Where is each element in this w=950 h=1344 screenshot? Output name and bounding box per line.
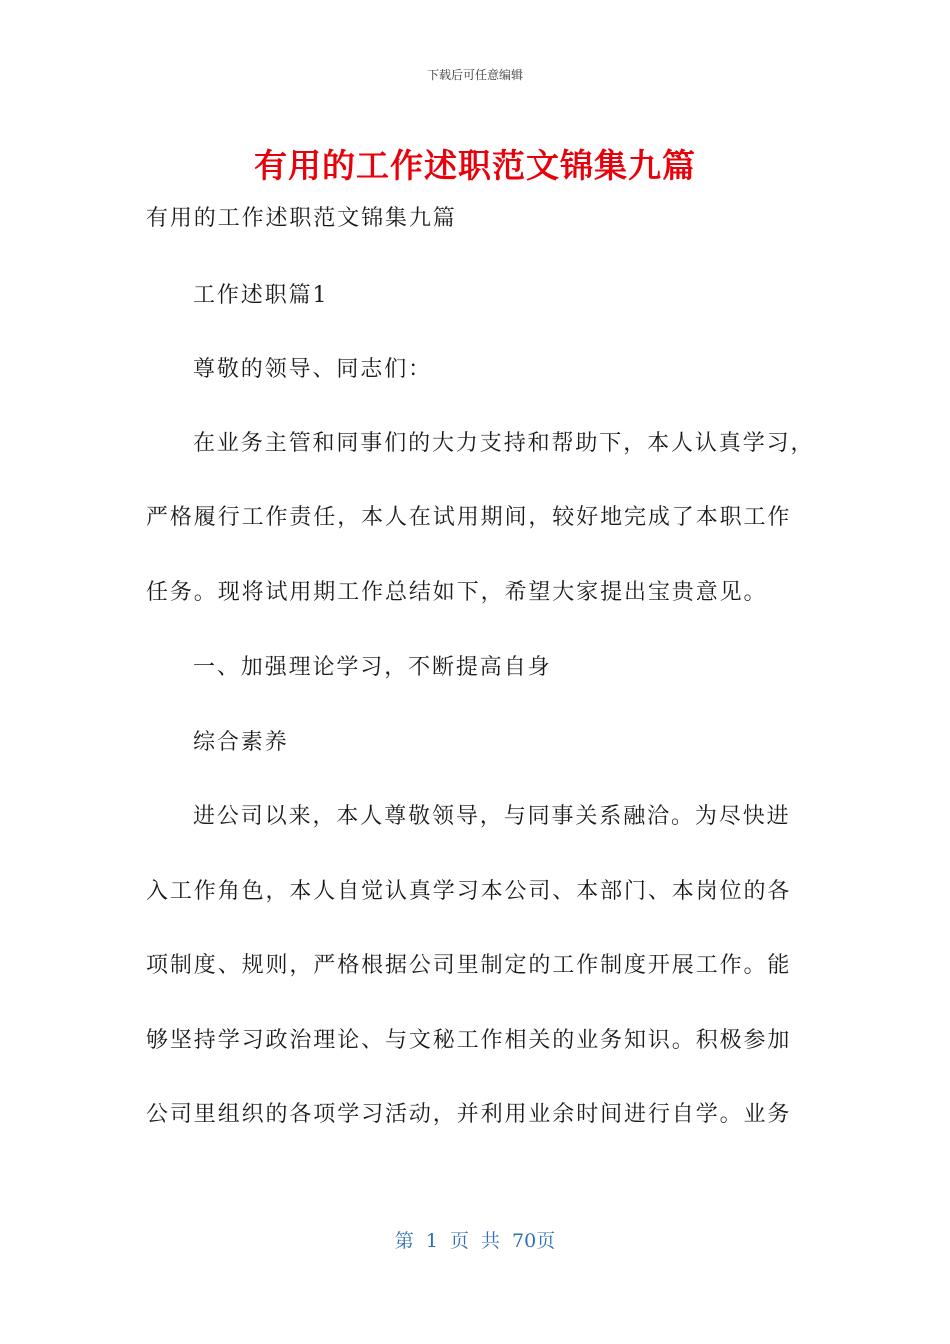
paragraph-line: 项制度、规则，严格根据公司里制定的工作制度开展工作。能 <box>146 953 792 978</box>
subtitle-line: 有用的工作述职范文锦集九篇 <box>146 206 457 231</box>
subheading-line: 综合素养 <box>193 730 289 755</box>
subheading-line: 一、加强理论学习，不断提高自身 <box>193 655 552 680</box>
paragraph-line: 严格履行工作责任，本人在试用期间，较好地完成了本职工作 <box>146 505 792 530</box>
document-title: 有用的工作述职范文锦集九篇 <box>254 146 696 185</box>
paragraph-line: 在业务主管和同事们的大力支持和帮助下，本人认真学习， <box>193 431 815 456</box>
salutation: 尊敬的领导、同志们： <box>193 357 433 382</box>
paragraph-line: 进公司以来，本人尊敬领导，与同事关系融洽。为尽快进 <box>193 804 791 829</box>
header-note: 下载后可任意编辑 <box>426 68 523 82</box>
paragraph-line: 够坚持学习政治理论、与文秘工作相关的业务知识。积极参加 <box>146 1028 792 1053</box>
section-heading: 工作述职篇1 <box>193 283 329 308</box>
paragraph-line: 公司里组织的各项学习活动，并利用业余时间进行自学。业务 <box>146 1102 792 1127</box>
paragraph-line: 入工作角色，本人自觉认真学习本公司、本部门、本岗位的各 <box>146 879 792 904</box>
paragraph-line: 任务。现将试用期工作总结如下，希望大家提出宝贵意见。 <box>146 580 768 605</box>
page-footer: 第 1 页 共 70页 <box>394 1230 556 1252</box>
